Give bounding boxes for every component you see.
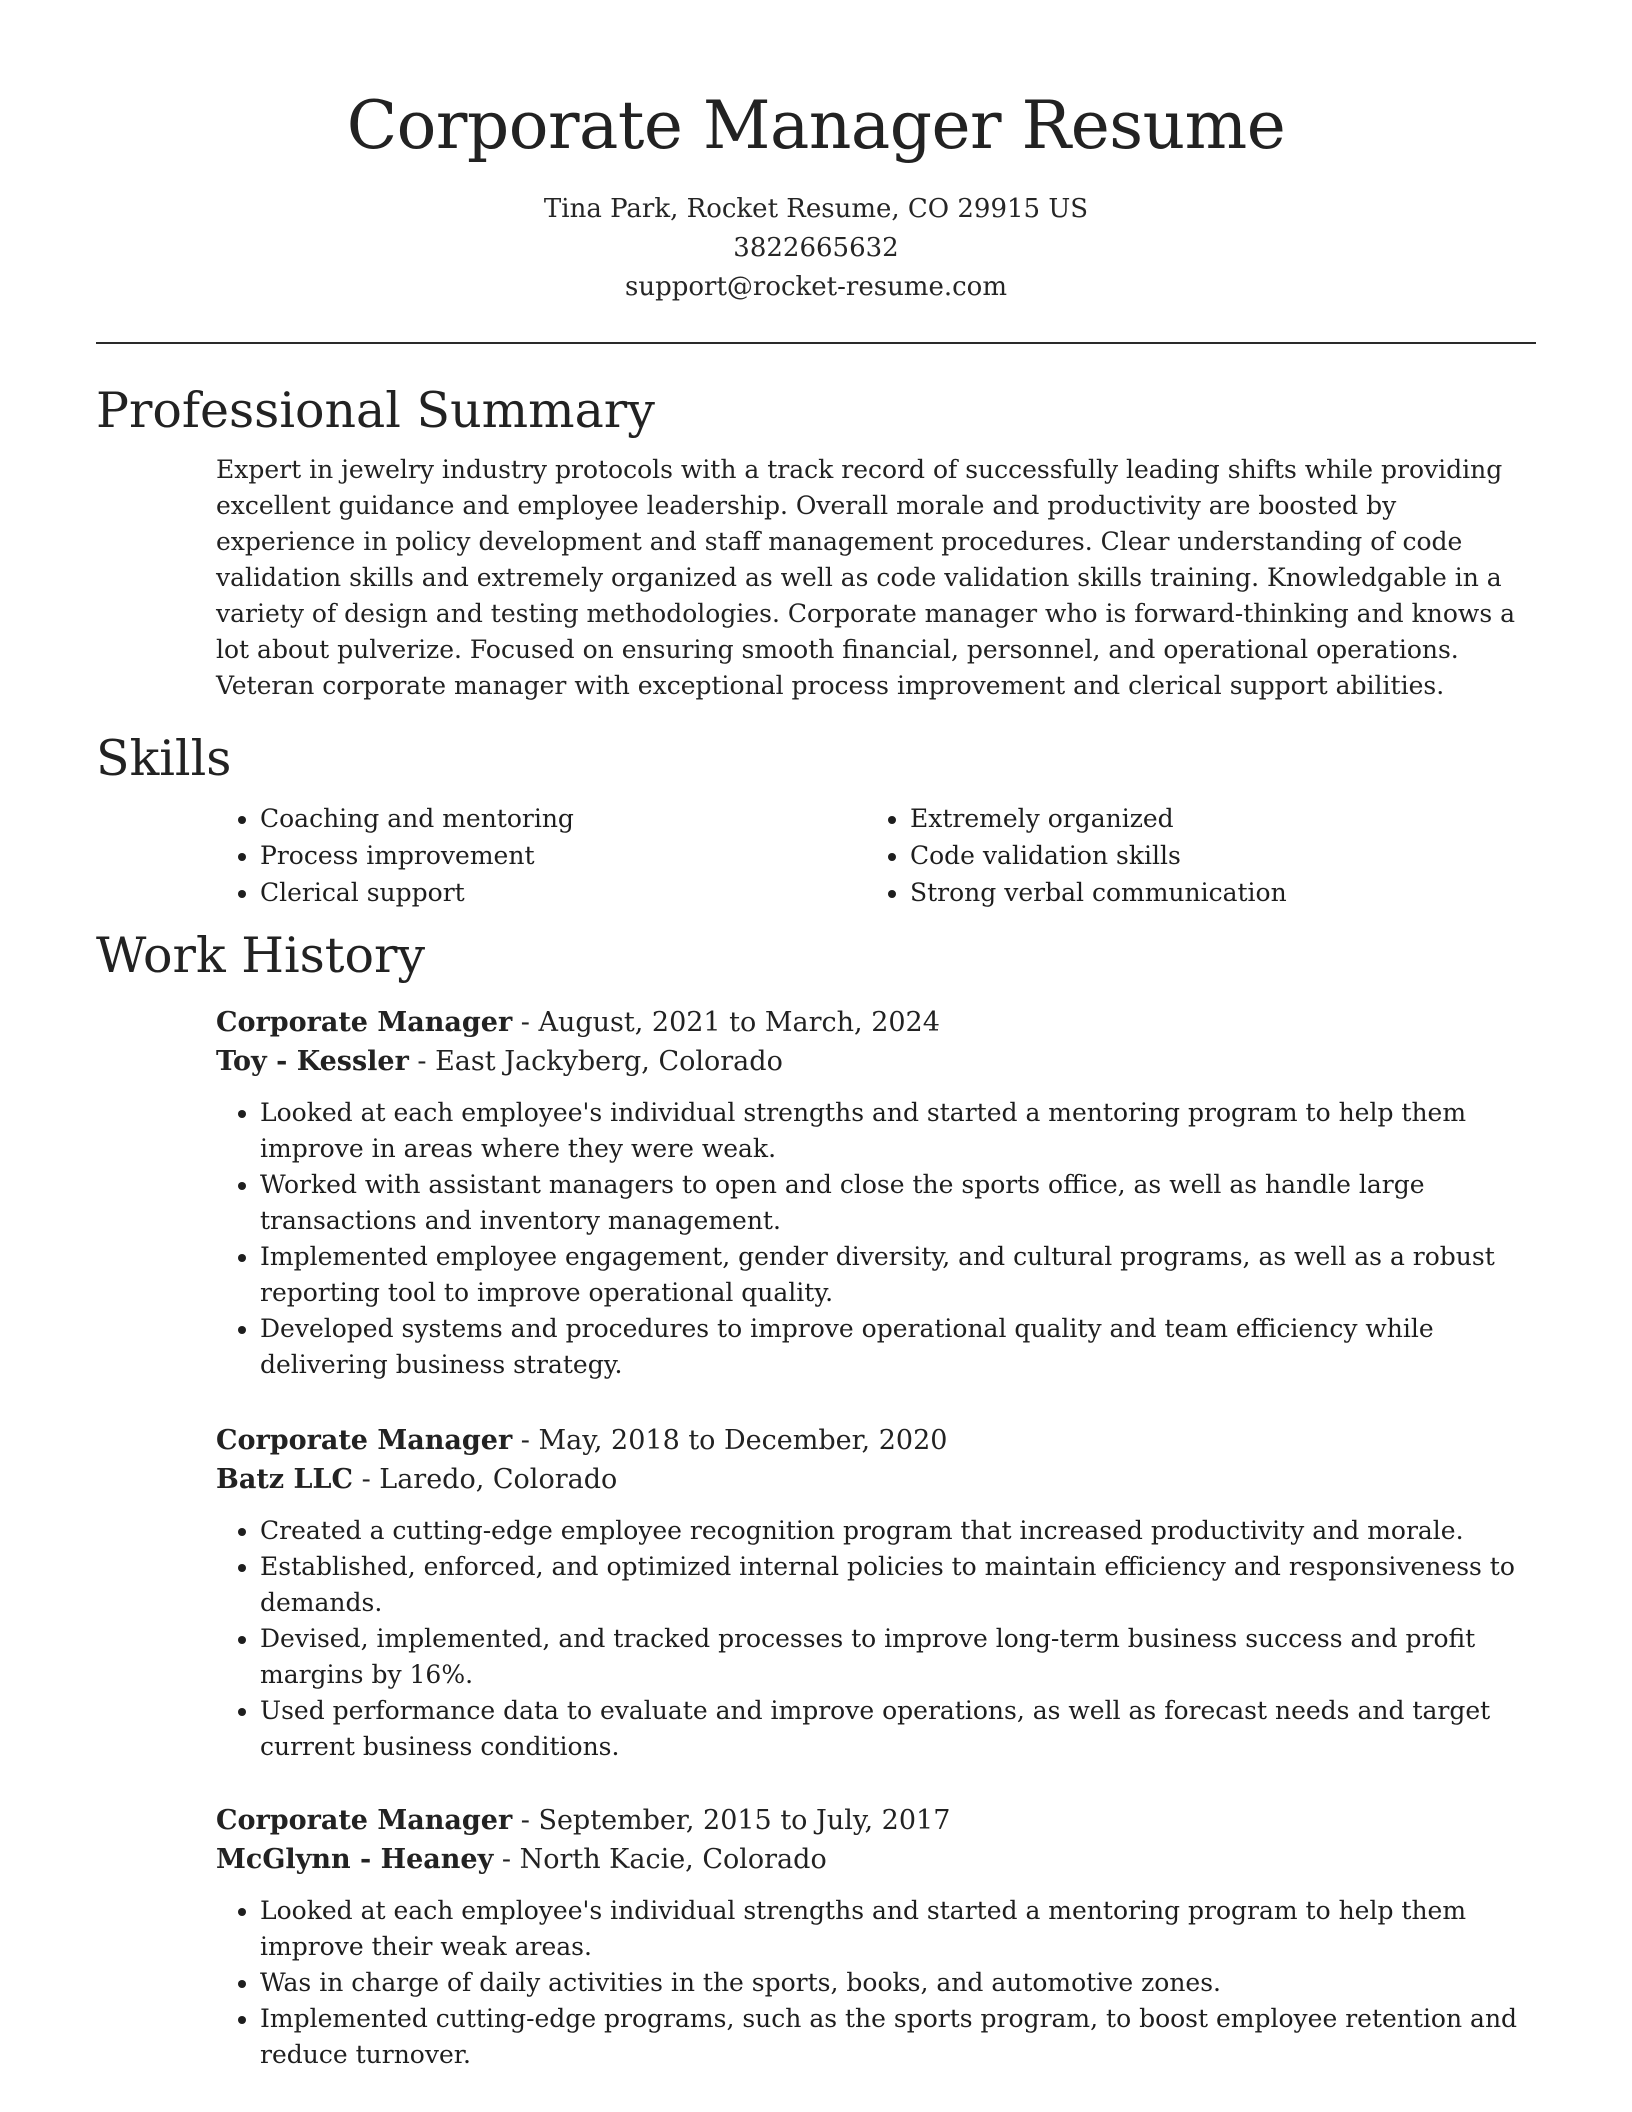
- job-bullet: • Implemented cutting-edge programs, such as the sports program, to boost employee retention and reduce turnover.: [260, 2001, 1536, 2073]
- job-role: Corporate Manager: [216, 1805, 513, 1836]
- job-bullets: [216, 1095, 1536, 1383]
- job-bullet: • Devised, implemented, and tracked processes to improve long-term business success and profit margins by 16%.: [260, 1621, 1536, 1693]
- job-bullets: [216, 1893, 1536, 2073]
- contact-address: Tina Park, Rocket Resume, CO 29915 US: [543, 194, 1089, 224]
- job-role-line: [216, 1003, 1536, 1042]
- skill-item: • Clerical support: [260, 874, 866, 911]
- skill-item: • Strong verbal communication: [910, 874, 1516, 911]
- job-company: McGlynn - Heaney: [216, 1844, 494, 1875]
- job-company: Toy - Kessler: [216, 1046, 409, 1077]
- job-bullet: • Used performance data to evaluate and improve operations, as well as forecast needs and target current business conditions.: [260, 1693, 1536, 1765]
- resume-title: Corporate Manager Resume: [346, 87, 1286, 164]
- job-company-line: [216, 1840, 1536, 1879]
- contact-phone: 3822665632: [733, 233, 899, 263]
- job-bullet: • Created a cutting-edge employee recognition program that increased productivity and morale.: [260, 1513, 1536, 1549]
- job-role-line: [216, 1801, 1536, 1840]
- job-bullets: [216, 1513, 1536, 1765]
- job-bullet: • Was in charge of daily activities in the sports, books, and automotive zones.: [260, 1965, 1536, 2001]
- job-bullet: • Worked with assistant managers to open and close the sports office, as well as handle large transactions and inventory management.: [260, 1167, 1536, 1239]
- job-company-line: [216, 1042, 1536, 1081]
- job-dates: - May, 2018 to December, 2020: [512, 1425, 948, 1456]
- skills-column-left: [216, 800, 866, 911]
- job-dates: - August, 2021 to March, 2024: [512, 1007, 940, 1038]
- job-dates: - September, 2015 to July, 2017: [512, 1805, 951, 1836]
- work-history-heading: Work History: [96, 927, 426, 984]
- job-role-line: [216, 1421, 1536, 1460]
- skill-item: • Coaching and mentoring: [260, 800, 866, 837]
- summary-heading: Professional Summary: [96, 382, 655, 439]
- job-bullet: • Looked at each employee's individual strengths and started a mentoring program to help them improve their weak areas.: [260, 1893, 1536, 1965]
- job-role: Corporate Manager: [216, 1425, 513, 1456]
- skill-item: • Extremely organized: [910, 800, 1516, 837]
- job-entry: [216, 1003, 1536, 1383]
- job-entry: [216, 1801, 1536, 2073]
- job-location: - Laredo, Colorado: [352, 1464, 618, 1495]
- skills-heading: Skills: [96, 730, 232, 787]
- summary-text: Expert in jewelry industry protocols with a track record of successfully leading shifts while providing excellent guidance and employee leadership. Overall morale and productivity are boosted by experience in policy development and staff management procedures. Clear understanding of code validation skills and extremely organized as well as code validation skills training. Knowledgable in a variety of design and testing methodologies. Corporate manager who is forward-thinking and knows a lot about pulverize. Focused on ensuring smooth financial, personnel, and operational operations. Veteran corporate manager with exceptional process improvement and clerical support abilities.: [216, 455, 1515, 700]
- skill-item: • Code validation skills: [910, 837, 1516, 874]
- job-role: Corporate Manager: [216, 1007, 513, 1038]
- job-bullet: • Implemented employee engagement, gender diversity, and cultural programs, as well as a robust reporting tool to improve operational quality.: [260, 1239, 1536, 1311]
- header-divider: [96, 342, 1536, 344]
- job-entry: [216, 1421, 1536, 1765]
- job-location: - North Kacie, Colorado: [493, 1844, 827, 1875]
- job-bullet: • Developed systems and procedures to improve operational quality and team efficiency while delivering business strategy.: [260, 1311, 1536, 1383]
- job-company-line: [216, 1460, 1536, 1499]
- job-company: Batz LLC: [216, 1464, 353, 1495]
- resume-page: [96, 0, 1536, 2073]
- contact-email: support@rocket-resume.com: [624, 272, 1007, 302]
- job-bullet: • Established, enforced, and optimized internal policies to maintain efficiency and responsiveness to demands.: [260, 1549, 1536, 1621]
- contact-block: [96, 190, 1536, 307]
- skills-list: [216, 800, 1536, 911]
- skill-item: • Process improvement: [260, 837, 866, 874]
- skills-column-right: [866, 800, 1516, 911]
- job-bullet: • Looked at each employee's individual strengths and started a mentoring program to help them improve in areas where they were weak.: [260, 1095, 1536, 1167]
- job-location: - East Jackyberg, Colorado: [408, 1046, 783, 1077]
